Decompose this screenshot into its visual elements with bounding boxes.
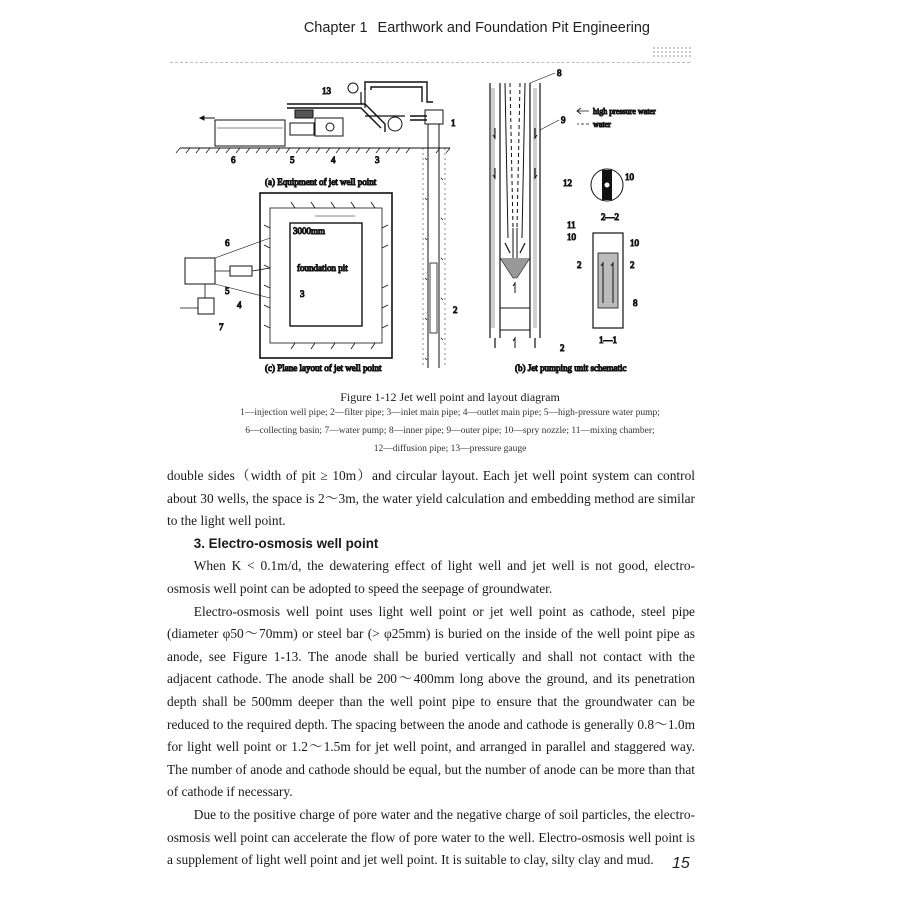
- filter-pipe: [430, 263, 437, 333]
- foundation-pit-label: foundation pit: [297, 263, 348, 273]
- legend-line-3: 12—diffusion pipe; 13—pressure gauge: [373, 444, 527, 454]
- foundation-pit-outline: [290, 223, 362, 326]
- label-3-c: 3: [300, 289, 305, 299]
- panel-c-plane-layout: [180, 193, 392, 373]
- subcaption-c: (c) Plane layout of jet well point: [265, 363, 382, 373]
- figure-legend: [150, 404, 750, 458]
- header-dot-pattern: [652, 46, 692, 58]
- label-10-c: 10: [625, 172, 634, 182]
- paragraph-when-k: When K < 0.1m/d, the dewatering effect of light well and jet well is not good, electro-osmosis well point can be adopted to speed the seepage of groundwater.: [167, 558, 695, 596]
- subcaption-a: (a) Equipment of jet well point: [265, 177, 377, 187]
- dimension-3000mm: 3000mm: [293, 226, 326, 236]
- legend-line-2: 6—collecting basin; 7—water pump; 8—inner pipe; 9—outer pipe; 10—spry nozzle; 11—mixing chamber;: [245, 426, 655, 436]
- body-text: [167, 465, 695, 872]
- label-4-a: 4: [331, 155, 336, 165]
- running-header: [0, 20, 900, 44]
- label-8-b: 8: [557, 68, 562, 78]
- legend-line-1: 1—injection well pipe; 2—filter pipe; 3—inlet main pipe; 4—outlet main pipe; 5—high-pressure water pump;: [240, 408, 660, 418]
- pump-box: [185, 258, 215, 284]
- label-6-a: 6: [231, 155, 236, 165]
- label-12: 12: [563, 178, 572, 188]
- label-8-c: 8: [633, 298, 638, 308]
- chapter-title: Earthwork and Foundation Pit Engineering: [377, 20, 650, 36]
- label-5-a: 5: [290, 155, 295, 165]
- figure-drawing: [175, 68, 715, 380]
- label-5-c: 5: [225, 286, 230, 296]
- label-10-b: 10: [567, 232, 576, 242]
- label-11: 11: [567, 220, 576, 230]
- label-13: 13: [322, 86, 331, 96]
- section-1-1-label: 1—1: [599, 335, 617, 345]
- section-mark-left: 2: [577, 260, 582, 270]
- pressure-gauge: [348, 83, 358, 93]
- label-10-d: 10: [630, 238, 639, 248]
- paragraph-electro-osmosis-method: Electro-osmosis well point uses light well point or jet well point as cathode, steel pipe (diameter φ50～70mm) or steel bar (> φ25mm) is buried on the inside of the well point pipe as anode, see Figure 1-13. The anode shall be buried vertically and shall not contact with the adjacent cathode. The anode shall be 200～400mm long above the ground, and its penetration depth shall be 500mm deeper than the well point pipe to ensure that the groundwater can be reduced to the required depth. The spacing between the anode and cathode is generally 0.8～1.0m for light well point or 1.2～1.5m for jet well point, and arranged in parallel and staggered way. The number of anode and cathode should be equal, but the number of anode can be more than that of cathode if necessary.: [167, 603, 695, 800]
- section-heading-electro-osmosis: 3. Electro-osmosis well point: [193, 535, 379, 551]
- chapter-header: [304, 20, 650, 36]
- section-mark-right: 2: [630, 260, 635, 270]
- collecting-basin: [215, 120, 285, 146]
- legend-high-pressure-water: high pressure water: [593, 107, 656, 116]
- section-2-2-label: 2—2: [601, 212, 619, 222]
- label-4-c: 4: [237, 300, 242, 310]
- label-1: 1: [451, 118, 456, 128]
- label-2-a: 2: [453, 305, 458, 315]
- legend-water: water: [593, 120, 611, 129]
- paragraph-positive-charge: Due to the positive charge of pore water and the negative charge of soil particles, the electro-osmosis well point can accelerate the flow of pore water to the well. Electro-osmosis well point is a supplement of light well point and jet well point. It is suitable to clay, silty clay and mud.: [167, 806, 695, 868]
- label-9: 9: [561, 115, 566, 125]
- chapter-number: Chapter 1: [303, 20, 368, 36]
- label-3-a: 3: [375, 155, 380, 165]
- label-6-c: 6: [225, 238, 230, 248]
- page-number: 15: [672, 855, 690, 872]
- header-rule: [170, 62, 690, 63]
- paragraph-continuation: double sides（width of pit ≥ 10m）and circular layout. Each jet well point system can control about 30 wells, the space is 2～3m, the water yield calculation and embedding method are similar to the light well point.: [167, 468, 695, 529]
- label-2-b: 2: [560, 343, 565, 353]
- panel-b-jet-unit: [490, 68, 656, 373]
- subcaption-b: (b) Jet pumping unit schematic: [515, 363, 627, 373]
- label-7: 7: [219, 322, 224, 332]
- figure-caption-title: Figure 1-12 Jet well point and layout diagram: [340, 390, 560, 404]
- figure-1-12: [175, 68, 715, 380]
